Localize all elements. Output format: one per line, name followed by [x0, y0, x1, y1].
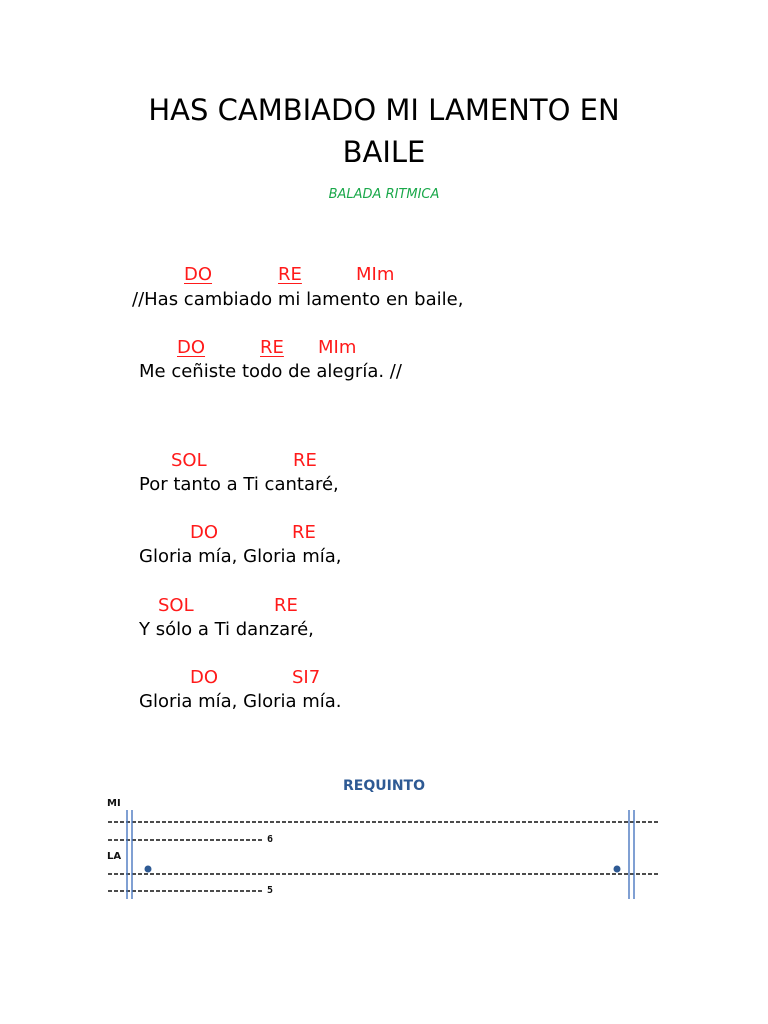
chord: RE	[260, 337, 284, 358]
tab-string-label-la: LA	[107, 851, 122, 862]
repeat-dot	[145, 866, 152, 873]
chord: SOL	[171, 450, 207, 471]
lyric-line: //Has cambiado mi lamento en baile,	[132, 289, 464, 310]
chord: SOL	[158, 595, 194, 616]
song-title-line1: HAS CAMBIADO MI LAMENTO EN	[148, 93, 620, 127]
requinto-title: REQUINTO	[343, 778, 425, 794]
tab-fret-number: 5	[267, 885, 272, 896]
lyric-line: Me ceñiste todo de alegría. //	[139, 361, 402, 382]
tab-fret-number: 6	[267, 834, 272, 845]
tab-string-label-mi: MI	[107, 798, 121, 809]
chord: DO	[190, 667, 219, 688]
lyric-line: Por tanto a Ti cantaré,	[139, 474, 339, 495]
chord: RE	[292, 522, 316, 543]
chord: SI7	[292, 667, 321, 688]
repeat-dot	[614, 866, 621, 873]
chord: MIm	[318, 337, 357, 358]
lyric-line: Y sólo a Ti danzaré,	[139, 619, 314, 640]
chord: RE	[293, 450, 317, 471]
song-title-line2: BAILE	[342, 135, 426, 169]
lyric-line: Gloria mía, Gloria mía,	[139, 546, 342, 567]
chord: RE	[278, 264, 302, 285]
chord: DO	[184, 264, 213, 285]
song-style-subtitle: BALADA RITMICA	[328, 187, 440, 202]
chord: DO	[190, 522, 219, 543]
chord: DO	[177, 337, 206, 358]
chord: RE	[274, 595, 298, 616]
lyric-line: Gloria mía, Gloria mía.	[139, 691, 342, 712]
chord: MIm	[356, 264, 395, 285]
